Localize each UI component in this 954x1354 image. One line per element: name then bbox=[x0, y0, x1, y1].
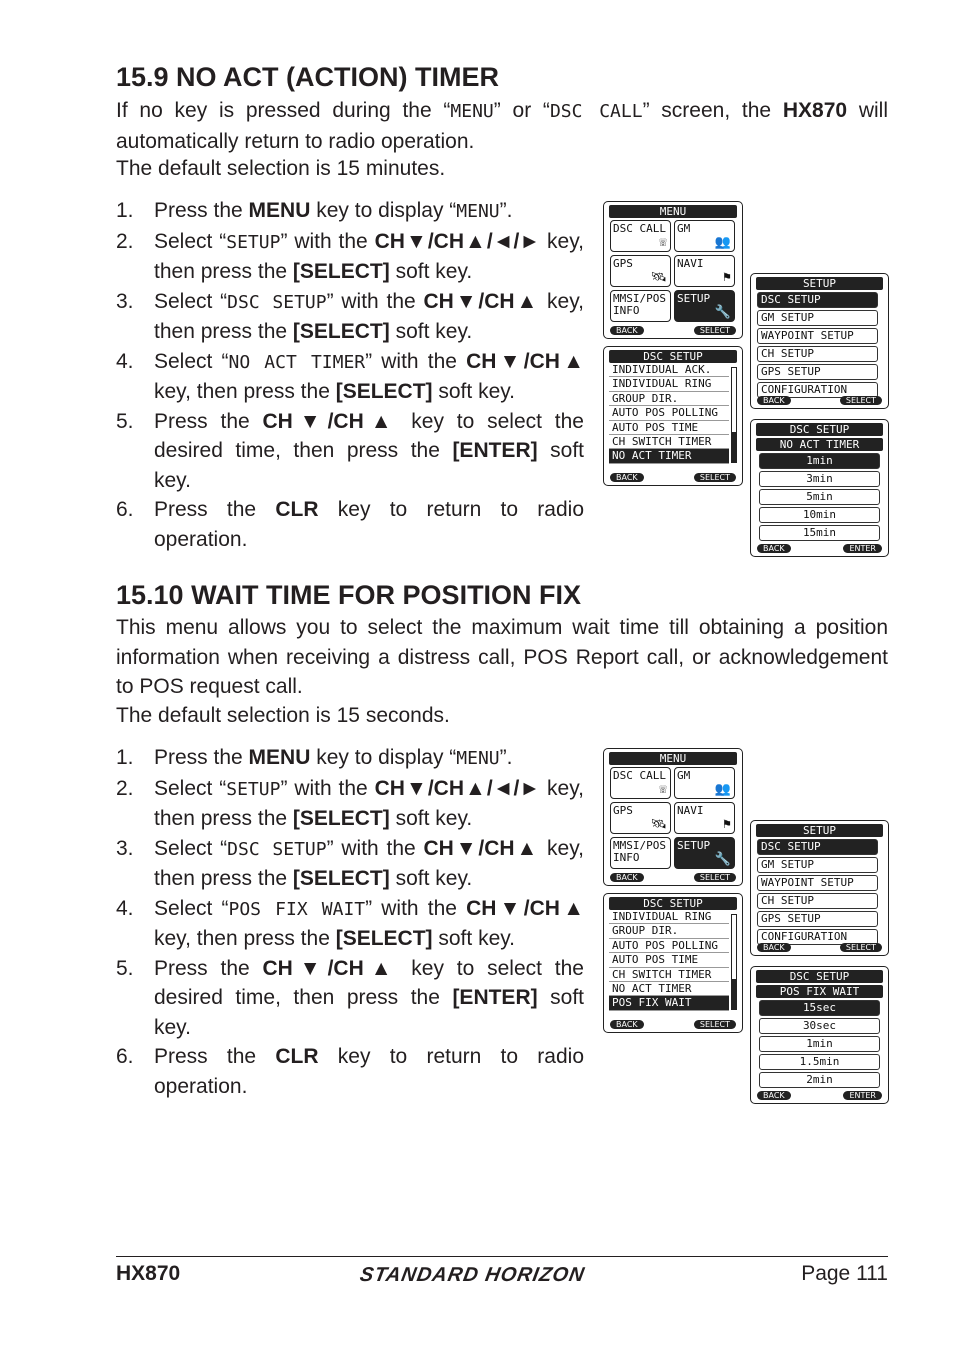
section1-default: The default selection is 15 minutes. bbox=[116, 157, 446, 180]
menu-tile-label: MMSI/POS INFO bbox=[613, 839, 666, 864]
softkey-bar bbox=[610, 1020, 736, 1029]
step-plain: key to return to radio operation. bbox=[154, 498, 584, 551]
dsc-setup-screen bbox=[603, 346, 743, 486]
step-plain: key to select the desired time, then press the bbox=[154, 409, 584, 462]
step-key: [SELECT] bbox=[335, 380, 433, 403]
step-item bbox=[116, 743, 584, 774]
step-number: 1. bbox=[116, 199, 134, 222]
brand-logo: STANDARD HORIZON bbox=[358, 1264, 587, 1286]
dsc-setup-item: POS FIX WAIT bbox=[609, 996, 729, 1010]
menu-tile-icon: 🔧 bbox=[714, 305, 731, 320]
step-key: CH▼/CH▲ bbox=[262, 409, 399, 433]
option-item: 2min bbox=[759, 1072, 880, 1088]
setup-menu-item: WAYPOINT SETUP bbox=[757, 328, 878, 344]
setup-screen bbox=[750, 820, 889, 956]
menu-tile bbox=[610, 220, 671, 252]
enter-softkey: ENTER bbox=[843, 544, 882, 553]
back-softkey: BACK bbox=[757, 943, 791, 952]
select-softkey: SELECT bbox=[694, 873, 736, 882]
step-key: CH▼/CH▲ bbox=[262, 956, 399, 980]
setup-menu-item: CONFIGURATION bbox=[757, 929, 878, 945]
dsc-setup-list bbox=[604, 363, 734, 464]
step-key: CH▼/CH▲ bbox=[466, 349, 585, 373]
option-item: 15sec bbox=[759, 1000, 880, 1016]
step-number: 4. bbox=[116, 349, 134, 373]
step-number: 3. bbox=[116, 836, 134, 860]
step-plain: ” with the bbox=[326, 836, 424, 860]
menu-tile-icon: 👥 bbox=[714, 782, 731, 797]
step-key: [SELECT] bbox=[335, 927, 433, 950]
section2-intro: This menu allows you to select the maximum wait time till obtaining a position information when receiving a distress call, POS Report call, or acknowledgement to POS request call. bbox=[116, 616, 888, 698]
step-plain: Press the bbox=[154, 746, 249, 769]
step-number: 2. bbox=[116, 229, 134, 253]
step-plain: ”. bbox=[499, 199, 513, 222]
step-number: 4. bbox=[116, 896, 134, 920]
dsc-setup-item: CH SWITCH TIMER bbox=[609, 435, 729, 449]
step-plain: key, then press the bbox=[154, 776, 584, 830]
dsc-setup-list bbox=[604, 910, 734, 1011]
step-key: CH▼/CH▲/◄/► bbox=[374, 229, 541, 253]
menu-tile bbox=[674, 802, 735, 834]
section2-steps bbox=[116, 743, 584, 1101]
step-key: CH▼/CH▲/◄/► bbox=[374, 776, 541, 800]
menu-tile-label: NAVI bbox=[677, 804, 704, 817]
step-plain: ” with the bbox=[280, 229, 375, 253]
step-item bbox=[116, 227, 584, 287]
setup-screen-title: SETUP bbox=[756, 277, 883, 290]
menu-tile-label: SETUP bbox=[677, 839, 711, 852]
step-item bbox=[116, 196, 584, 227]
step-number: 5. bbox=[116, 409, 134, 433]
menu-tile-label: GPS bbox=[613, 257, 633, 270]
dsc-setup-item: GROUP DIR. bbox=[609, 924, 729, 938]
footer-rule bbox=[116, 1256, 888, 1257]
step-plain: soft key. bbox=[389, 260, 473, 283]
step-text bbox=[154, 897, 584, 951]
menu-tile-label: DSC CALL bbox=[613, 222, 666, 235]
menu-tile bbox=[674, 767, 735, 799]
step-plain: key to return to radio operation. bbox=[154, 1045, 584, 1098]
step-item bbox=[116, 495, 584, 554]
step-text bbox=[154, 410, 584, 492]
step-plain: soft key. bbox=[389, 320, 473, 343]
step-item bbox=[116, 407, 584, 496]
menu-tile-icon: ☏ bbox=[659, 782, 667, 797]
softkey-bar bbox=[610, 873, 736, 882]
menu-screen-title: MENU bbox=[609, 205, 737, 218]
menu-tile bbox=[674, 220, 735, 252]
step-mono: MENU bbox=[456, 748, 500, 769]
dsc-setup-item: NO ACT TIMER bbox=[609, 449, 729, 463]
setup-menu-item: DSC SETUP bbox=[757, 292, 878, 308]
setup-menu-item: WAYPOINT SETUP bbox=[757, 875, 878, 891]
step-number: 5. bbox=[116, 956, 134, 980]
footer-model: HX870 bbox=[116, 1262, 181, 1285]
menu-tile-icon: ☏ bbox=[659, 235, 667, 250]
select-softkey: SELECT bbox=[840, 396, 882, 405]
menu-tile-label: GM bbox=[677, 769, 691, 782]
menu-screen bbox=[603, 201, 743, 339]
menu-tile bbox=[610, 767, 671, 799]
step-key: CH▼/CH▲ bbox=[466, 896, 585, 920]
step-plain: soft key. bbox=[389, 867, 473, 890]
softkey-bar bbox=[757, 943, 882, 952]
setup-menu-item: GPS SETUP bbox=[757, 364, 878, 380]
step-plain: key, then press the bbox=[154, 380, 336, 403]
select-softkey: SELECT bbox=[694, 1020, 736, 1029]
setup-menu-item: CH SETUP bbox=[757, 346, 878, 362]
step-number: 3. bbox=[116, 289, 134, 313]
setup-menu-item: GPS SETUP bbox=[757, 911, 878, 927]
step-item bbox=[116, 954, 584, 1043]
section2-default: The default selection is 15 seconds. bbox=[116, 704, 450, 727]
intro-mono: MENU bbox=[450, 101, 494, 122]
menu-tile-label: GM bbox=[677, 222, 691, 235]
step-plain: Select “ bbox=[154, 896, 229, 920]
back-softkey: BACK bbox=[610, 1020, 644, 1029]
step-mono: DSC SETUP bbox=[227, 291, 327, 313]
setup-screen-title: SETUP bbox=[756, 824, 883, 837]
menu-screen bbox=[603, 748, 743, 886]
select-softkey: SELECT bbox=[694, 473, 736, 482]
option-item: 10min bbox=[759, 507, 880, 523]
step-mono: SETUP bbox=[226, 231, 281, 253]
menu-tile bbox=[674, 290, 735, 322]
step-text bbox=[154, 746, 512, 769]
step-plain: ”. bbox=[499, 746, 513, 769]
scrollbar bbox=[731, 367, 737, 463]
intro-text: If no key is pressed during the “ bbox=[116, 99, 451, 122]
step-text bbox=[154, 777, 584, 831]
intro-text: will automatically return to radio operation. bbox=[116, 99, 889, 153]
option-item: 1min bbox=[759, 453, 880, 469]
step-plain: soft key. bbox=[154, 439, 584, 492]
back-softkey: BACK bbox=[610, 873, 644, 882]
softkey-bar bbox=[757, 544, 882, 553]
menu-tile-icon: ⚑ bbox=[723, 270, 731, 285]
pos-fix-wait-screen bbox=[750, 966, 889, 1104]
setup-menu-item: DSC SETUP bbox=[757, 839, 878, 855]
softkey-bar bbox=[610, 473, 736, 482]
step-mono: DSC SETUP bbox=[227, 838, 327, 860]
option-screen-subtitle: NO ACT TIMER bbox=[756, 438, 883, 451]
scrollbar-thumb bbox=[732, 432, 736, 462]
step-item bbox=[116, 347, 584, 407]
menu-tile-label: SETUP bbox=[677, 292, 711, 305]
menu-tile-label: MMSI/POS INFO bbox=[613, 292, 666, 317]
step-key: MENU bbox=[248, 199, 311, 222]
step-plain: Select “ bbox=[154, 229, 227, 253]
menu-screen-title: MENU bbox=[609, 752, 737, 765]
dsc-setup-item: GROUP DIR. bbox=[609, 392, 729, 406]
step-plain: ” with the bbox=[365, 896, 467, 920]
menu-tile-label: GPS bbox=[613, 804, 633, 817]
dsc-setup-title: DSC SETUP bbox=[609, 897, 737, 910]
step-plain: key to display “ bbox=[310, 199, 457, 222]
back-softkey: BACK bbox=[610, 326, 644, 335]
step-number: 2. bbox=[116, 776, 134, 800]
step-plain: soft key. bbox=[389, 807, 473, 830]
menu-tile-icon: 👥 bbox=[714, 235, 731, 250]
step-key: MENU bbox=[248, 746, 311, 769]
intro-text: ” screen, the bbox=[642, 99, 783, 122]
step-mono: POS FIX WAIT bbox=[228, 898, 366, 920]
dsc-setup-item: AUTO POS POLLING bbox=[609, 406, 729, 420]
step-key: CH▼/CH▲ bbox=[423, 289, 540, 313]
menu-tile bbox=[674, 255, 735, 287]
step-text bbox=[154, 230, 584, 284]
step-number: 1. bbox=[116, 746, 134, 769]
intro-text: ” or “ bbox=[493, 99, 550, 122]
dsc-setup-item: AUTO POS TIME bbox=[609, 421, 729, 435]
dsc-setup-item: INDIVIDUAL RING bbox=[609, 377, 729, 391]
step-key: [SELECT] bbox=[292, 320, 390, 343]
step-key: [SELECT] bbox=[292, 807, 390, 830]
softkey-bar bbox=[757, 1091, 882, 1100]
menu-tile bbox=[610, 837, 671, 869]
step-key: CLR bbox=[275, 498, 319, 521]
setup-menu-item: GM SETUP bbox=[757, 857, 878, 873]
scrollbar-thumb bbox=[732, 979, 736, 1009]
step-key: [ENTER] bbox=[452, 439, 538, 462]
step-mono: SETUP bbox=[226, 778, 281, 800]
dsc-setup-item: CH SWITCH TIMER bbox=[609, 968, 729, 982]
step-key: [SELECT] bbox=[292, 260, 390, 283]
step-plain: Press the bbox=[154, 498, 276, 521]
option-item: 1.5min bbox=[759, 1054, 880, 1070]
step-plain: Press the bbox=[154, 1045, 276, 1068]
step-item bbox=[116, 894, 584, 954]
softkey-bar bbox=[757, 396, 882, 405]
step-key: CH▼/CH▲ bbox=[423, 836, 540, 860]
option-item: 15min bbox=[759, 525, 880, 541]
step-plain: Select “ bbox=[154, 349, 229, 373]
option-screen-subtitle: POS FIX WAIT bbox=[756, 985, 883, 998]
menu-tile-icon: ⚑ bbox=[723, 817, 731, 832]
menu-tile bbox=[674, 837, 735, 869]
dsc-setup-item: AUTO POS POLLING bbox=[609, 939, 729, 953]
step-key: [SELECT] bbox=[292, 867, 390, 890]
step-mono: MENU bbox=[456, 201, 500, 222]
step-plain: Select “ bbox=[154, 289, 228, 313]
setup-menu-item: GM SETUP bbox=[757, 310, 878, 326]
setup-menu-item: CONFIGURATION bbox=[757, 382, 878, 398]
step-plain: soft key. bbox=[432, 927, 516, 950]
dsc-setup-item: AUTO POS TIME bbox=[609, 953, 729, 967]
step-plain: key, then press the bbox=[154, 229, 584, 283]
dsc-setup-screen bbox=[603, 893, 743, 1033]
select-softkey: SELECT bbox=[840, 943, 882, 952]
step-item bbox=[116, 1042, 584, 1101]
option-item: 30sec bbox=[759, 1018, 880, 1034]
step-plain: Select “ bbox=[154, 836, 228, 860]
back-softkey: BACK bbox=[757, 1091, 791, 1100]
menu-tile-label: NAVI bbox=[677, 257, 704, 270]
setup-menu-item: CH SETUP bbox=[757, 893, 878, 909]
step-plain: soft key. bbox=[432, 380, 516, 403]
step-item bbox=[116, 774, 584, 834]
menu-tile-label: DSC CALL bbox=[613, 769, 666, 782]
select-softkey: SELECT bbox=[694, 326, 736, 335]
dsc-setup-item: INDIVIDUAL ACK. bbox=[609, 363, 729, 377]
setup-screen bbox=[750, 273, 889, 409]
step-mono: NO ACT TIMER bbox=[228, 351, 366, 373]
step-number: 6. bbox=[116, 1045, 134, 1068]
dsc-setup-title: DSC SETUP bbox=[609, 350, 737, 363]
softkey-bar bbox=[610, 326, 736, 335]
menu-tile bbox=[610, 290, 671, 322]
step-plain: key to display “ bbox=[310, 746, 457, 769]
step-plain: ” with the bbox=[326, 289, 424, 313]
step-item bbox=[116, 287, 584, 347]
step-item bbox=[116, 834, 584, 894]
step-plain: Press the bbox=[154, 199, 249, 222]
step-text bbox=[154, 837, 584, 891]
step-number: 6. bbox=[116, 498, 134, 521]
step-plain: key, then press the bbox=[154, 836, 584, 890]
dsc-setup-item: NO ACT TIMER bbox=[609, 982, 729, 996]
step-text bbox=[154, 199, 512, 222]
scrollbar bbox=[731, 914, 737, 1010]
section1-steps bbox=[116, 196, 584, 554]
step-plain: soft key. bbox=[154, 986, 584, 1039]
option-screen-title: DSC SETUP bbox=[756, 970, 883, 983]
option-item: 1min bbox=[759, 1036, 880, 1052]
intro-bold: HX870 bbox=[782, 99, 848, 122]
step-plain: key to select the desired time, then press the bbox=[154, 956, 584, 1009]
section1-intro bbox=[116, 96, 888, 156]
menu-tile-icon: 🛰 bbox=[650, 817, 667, 832]
section-title-no-act-timer: 15.9 NO ACT (ACTION) TIMER bbox=[116, 62, 500, 92]
step-text bbox=[154, 1045, 584, 1098]
menu-tile bbox=[610, 255, 671, 287]
step-text bbox=[154, 498, 584, 551]
step-plain: key, then press the bbox=[154, 289, 584, 343]
step-plain: Select “ bbox=[154, 776, 227, 800]
step-text bbox=[154, 290, 584, 344]
back-softkey: BACK bbox=[757, 544, 791, 553]
step-text bbox=[154, 350, 584, 404]
enter-softkey: ENTER bbox=[843, 1091, 882, 1100]
intro-mono: DSC CALL bbox=[549, 101, 643, 122]
menu-tile bbox=[610, 802, 671, 834]
option-item: 3min bbox=[759, 471, 880, 487]
option-item: 5min bbox=[759, 489, 880, 505]
step-key: [ENTER] bbox=[452, 986, 538, 1009]
step-key: CLR bbox=[275, 1045, 319, 1068]
section-title-wait-time: 15.10 WAIT TIME FOR POSITION FIX bbox=[116, 580, 582, 610]
option-screen-title: DSC SETUP bbox=[756, 423, 883, 436]
step-plain: Press the bbox=[154, 409, 263, 433]
menu-tile-icon: 🔧 bbox=[714, 852, 731, 867]
no-act-timer-screen bbox=[750, 419, 889, 557]
step-plain: key, then press the bbox=[154, 927, 336, 950]
step-plain: Press the bbox=[154, 956, 263, 980]
dsc-setup-item: INDIVIDUAL RING bbox=[609, 910, 729, 924]
step-plain: ” with the bbox=[365, 349, 467, 373]
step-plain: ” with the bbox=[280, 776, 375, 800]
menu-tile-icon: 🛰 bbox=[650, 270, 667, 285]
back-softkey: BACK bbox=[610, 473, 644, 482]
step-text bbox=[154, 957, 584, 1039]
back-softkey: BACK bbox=[757, 396, 791, 405]
page-number: Page 111 bbox=[801, 1262, 888, 1285]
